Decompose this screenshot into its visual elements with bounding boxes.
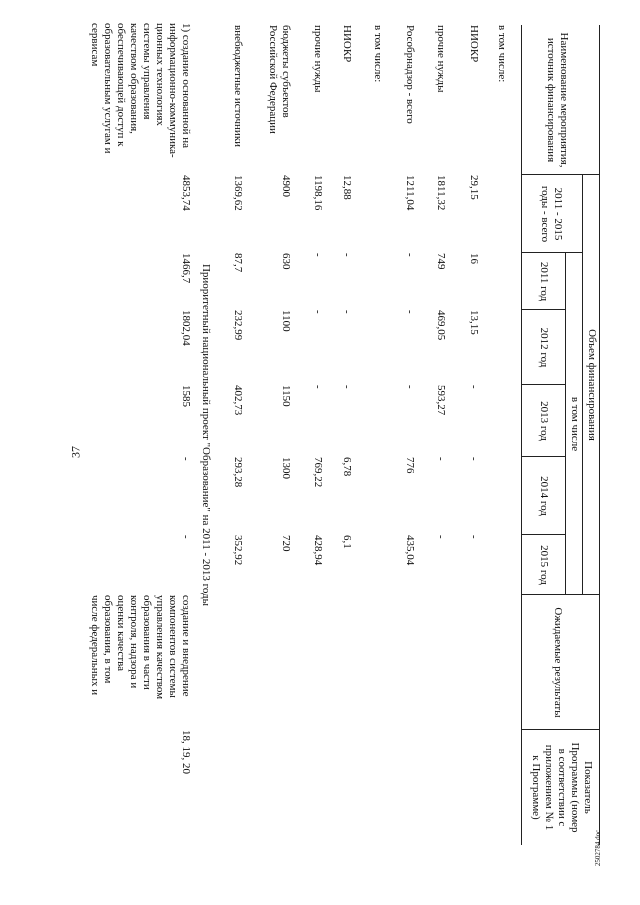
row-label: внебюджетные источники (232, 25, 244, 148)
row-value: - (435, 535, 447, 539)
rotated-table-sheet (40, 25, 600, 845)
row-value: 402,73 (232, 385, 244, 416)
header-results: Ожидаемые результаты (552, 607, 564, 718)
item-result: создание и внедрение компонентов системы управления качеством образования в части контроля, надзора и оценки качества образования, в том числе федеральных и (89, 595, 192, 700)
row-value: 769,22 (312, 457, 324, 488)
item-indicator: 18, 19, 20 (180, 730, 192, 774)
row-value: - (312, 385, 324, 389)
header-including: в том числе (569, 396, 581, 452)
row-value: 435,04 (404, 535, 416, 566)
row-value: - (312, 253, 324, 257)
row-label: в том числе: (372, 25, 384, 83)
financing-divider (582, 175, 583, 595)
row-label: бюджеты субъектов Российской Федерации (267, 25, 292, 134)
item-label: 1) создание основанной на информационно-коммуника- ционных технологиях системы управления качеством образования, обеспечивающей доступ к образовательным услугам и сервисам (89, 23, 192, 158)
row-value: 1300 (280, 457, 292, 479)
row-value: 1811,32 (435, 175, 447, 211)
row-value: - (468, 385, 480, 389)
row-value: 6,1 (341, 535, 353, 549)
header-financing: Объем финансирования (586, 329, 598, 441)
row-label: в том числе: (496, 25, 508, 83)
row-value: 1211,04 (404, 175, 416, 211)
row-value: - (468, 457, 480, 461)
row-value: - (341, 385, 353, 389)
section-title: Приоритетный национальный проект "Образование" на 2011 - 2013 годы (200, 263, 212, 607)
row-value: 12,88 (341, 175, 353, 200)
row-value: 29,15 (468, 175, 480, 200)
row-label: прочие нужды (435, 25, 447, 93)
header-indicator: Показатель Программы (номер в соответствии с приложением № 1 к Программе) (530, 742, 594, 833)
item-value: - (180, 457, 192, 461)
row-value: 720 (280, 535, 292, 552)
row-value: - (312, 310, 324, 314)
header-year-2013: 2013 год (538, 401, 550, 441)
item-value: 4853,74 (180, 175, 192, 211)
document-code: 2502784.doc (594, 829, 602, 867)
row-label: НИОКР (341, 25, 353, 63)
item-value: 1466,7 (180, 253, 192, 284)
row-value: - (435, 457, 447, 461)
including-divider (565, 253, 566, 595)
row-value: 6,78 (341, 457, 353, 477)
row-value: 16 (468, 253, 480, 264)
row-value: 293,28 (232, 457, 244, 488)
row-value: 749 (435, 253, 447, 270)
row-value: - (468, 535, 480, 539)
row-value: 4900 (280, 175, 292, 197)
header-name: Наименование мероприятия, источник финансирования (545, 32, 570, 168)
row-label: НИОКР (468, 25, 480, 63)
row-value: 13,15 (468, 310, 480, 335)
row-value: 1369,62 (232, 175, 244, 211)
item-value: 1585 (180, 385, 192, 407)
header-bottom-border (521, 25, 522, 845)
row-value: 87,7 (232, 253, 244, 273)
row-value: - (404, 253, 416, 257)
row-value: 630 (280, 253, 292, 270)
item-value: - (180, 535, 192, 539)
header-year-2011: 2011 год (538, 261, 550, 302)
row-value: 1150 (280, 385, 292, 407)
row-value: - (341, 253, 353, 257)
row-value: 232,99 (232, 310, 244, 341)
table-top-border (599, 25, 600, 845)
header-year-2014: 2014 год (538, 476, 550, 516)
header-year-2015: 2015 год (538, 545, 550, 585)
row-value: 469,05 (435, 310, 447, 341)
row-value: 593,27 (435, 385, 447, 416)
row-value: 352,92 (232, 535, 244, 566)
page-number: 37 (68, 446, 83, 458)
row-label: прочие нужды (312, 25, 324, 93)
row-value: - (341, 310, 353, 314)
row-value: 428,94 (312, 535, 324, 566)
header-total: 2011 - 2015 годы - всего (539, 185, 564, 243)
row-value: 1198,16 (312, 175, 324, 211)
row-value: 776 (404, 457, 416, 474)
row-value: 1100 (280, 310, 292, 332)
row-value: - (404, 385, 416, 389)
header-year-2012: 2012 год (538, 327, 550, 368)
row-value: - (404, 310, 416, 314)
row-label: Рособрнадзор - всего (404, 25, 416, 124)
item-value: 1802,04 (180, 310, 192, 346)
